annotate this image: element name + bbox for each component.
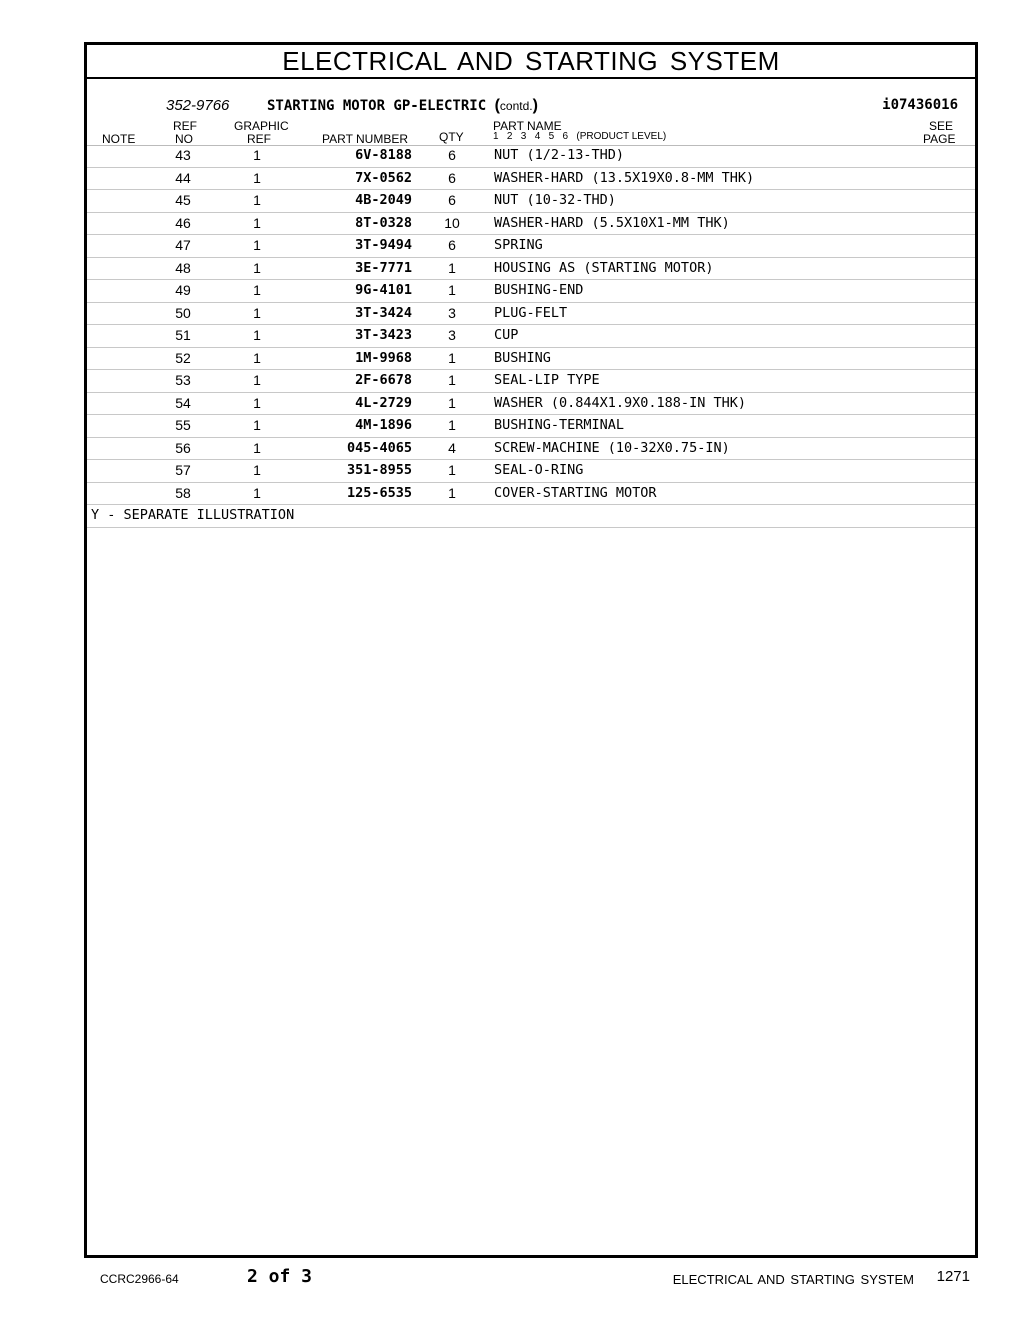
table-row (87, 303, 975, 326)
page-footer (0, 1264, 1020, 1294)
part-name: BUSHING-TERMINAL (494, 417, 625, 433)
contd-label: contd. (499, 99, 533, 113)
group-name (267, 97, 538, 115)
qty: 1 (448, 394, 456, 411)
ref-no: 50 (175, 304, 191, 321)
ref-no: 53 (175, 372, 191, 388)
table-row (87, 438, 975, 461)
graphic-ref: 1 (253, 394, 261, 411)
table-row (87, 258, 975, 281)
graphic-ref: 1 (253, 282, 261, 298)
close-paren: ) (532, 97, 538, 114)
part-name: WASHER-HARD (5.5X10X1-MM THK) (494, 214, 730, 231)
column-headers (87, 119, 975, 146)
table-row (87, 235, 975, 258)
page-frame (84, 42, 978, 1258)
header-graphic-bottom: REF (247, 132, 271, 146)
ref-no: 57 (175, 462, 191, 478)
part-number: 4L-2729 (355, 394, 412, 411)
qty: 1 (448, 484, 456, 501)
part-number: 6V-8188 (355, 147, 412, 163)
header-ref-top: REF (173, 119, 197, 133)
header-note: NOTE (102, 132, 136, 146)
graphic-ref: 1 (253, 372, 261, 388)
graphic-ref: 1 (253, 304, 261, 321)
page-of: 2 of 3 (247, 1266, 313, 1287)
table-row (87, 415, 975, 438)
qty: 1 (448, 259, 456, 276)
group-number: 352-9766 (166, 97, 230, 114)
part-name: PLUG-FELT (494, 304, 568, 321)
graphic-ref: 1 (253, 237, 261, 253)
ref-no: 58 (175, 484, 191, 501)
qty: 1 (448, 349, 456, 366)
part-number: 3T-3423 (355, 327, 412, 343)
qty: 6 (448, 169, 456, 186)
part-name: NUT (10-32-THD) (494, 192, 616, 208)
graphic-ref: 1 (253, 327, 261, 343)
part-number: 3E-7771 (355, 259, 412, 276)
graphic-ref: 1 (253, 417, 261, 433)
ref-no: 56 (175, 439, 191, 456)
ref-no: 49 (175, 282, 191, 298)
part-number: 3T-3424 (355, 304, 412, 321)
part-number: 9G-4101 (355, 282, 412, 298)
qty: 3 (448, 304, 456, 321)
part-number: 1M-9968 (355, 349, 412, 366)
doc-code: CCRC2966-64 (100, 1272, 179, 1286)
qty: 4 (448, 439, 456, 456)
ref-no: 54 (175, 394, 191, 411)
graphic-ref: 1 (253, 259, 261, 276)
header-part-number: PART NUMBER (322, 132, 409, 146)
header-ref-bottom: NO (175, 132, 193, 146)
part-name: WASHER (0.844X1.9X0.188-IN THK) (494, 394, 746, 411)
table-row (87, 325, 975, 348)
graphic-ref: 1 (253, 147, 261, 163)
part-name: SCREW-MACHINE (10-32X0.75-IN) (494, 439, 730, 456)
qty: 6 (448, 237, 456, 253)
qty: 1 (448, 462, 456, 478)
graphic-ref: 1 (253, 192, 261, 208)
table-row (87, 190, 975, 213)
part-name: WASHER-HARD (13.5X19X0.8-MM THK) (494, 169, 755, 186)
qty: 3 (448, 327, 456, 343)
header-see-top: SEE (929, 119, 954, 133)
part-name: SPRING (494, 237, 543, 253)
ref-no: 45 (175, 192, 191, 208)
part-name: SEAL-LIP TYPE (494, 372, 600, 388)
ref-no: 43 (175, 147, 191, 163)
part-number: 045-4065 (346, 439, 412, 456)
header-qty: QTY (439, 130, 464, 144)
part-number: 8T-0328 (355, 214, 412, 231)
part-number: 2F-6678 (355, 372, 412, 388)
table-row (87, 348, 975, 371)
graphic-ref: 1 (253, 214, 261, 231)
qty: 1 (448, 282, 456, 298)
graphic-ref: 1 (253, 484, 261, 501)
ref-no: 48 (175, 259, 191, 276)
parts-list (87, 145, 975, 528)
ref-no: 55 (175, 417, 191, 433)
section-title: ELECTRICAL AND STARTING SYSTEM (87, 45, 975, 79)
header-product-levels: 1 2 3 4 5 6 (PRODUCT LEVEL) (493, 131, 667, 142)
ref-no: 52 (175, 349, 191, 366)
ref-no: 47 (175, 237, 191, 253)
part-number: 125-6535 (346, 484, 412, 501)
footnote: Y - SEPARATE ILLUSTRATION (91, 507, 295, 523)
part-number: 3T-9494 (355, 237, 412, 253)
header-graphic-top: GRAPHIC (234, 119, 289, 133)
part-name: SEAL-O-RING (494, 462, 584, 478)
header-part-name: PART NAME (493, 119, 562, 133)
part-name: BUSHING (494, 349, 551, 366)
group-id: i07436016 (882, 97, 958, 113)
table-row (87, 370, 975, 393)
graphic-ref: 1 (253, 169, 261, 186)
ref-no: 46 (175, 214, 191, 231)
graphic-ref: 1 (253, 462, 261, 478)
part-number: 351-8955 (346, 462, 412, 478)
part-name: HOUSING AS (STARTING MOTOR) (494, 259, 714, 276)
table-row (87, 168, 975, 191)
part-number: 4B-2049 (355, 192, 412, 208)
header-see-bottom: PAGE (923, 132, 956, 146)
ref-no: 51 (175, 327, 191, 343)
page-number: 1271 (936, 1268, 970, 1285)
graphic-ref: 1 (253, 439, 261, 456)
footnote-row (87, 505, 975, 528)
qty: 6 (448, 147, 456, 163)
part-name: BUSHING-END (494, 282, 584, 298)
table-row (87, 393, 975, 416)
table-row (87, 213, 975, 236)
footer-section: ELECTRICAL AND STARTING SYSTEM (672, 1272, 914, 1287)
qty: 1 (448, 417, 456, 433)
table-row (87, 145, 975, 168)
table-row (87, 280, 975, 303)
table-row (87, 483, 975, 506)
graphic-ref: 1 (253, 349, 261, 366)
table-row (87, 460, 975, 483)
ref-no: 44 (175, 169, 191, 186)
qty: 6 (448, 192, 456, 208)
part-name: CUP (494, 327, 519, 343)
part-number: 7X-0562 (355, 169, 412, 186)
part-name: NUT (1/2-13-THD) (494, 147, 625, 163)
part-name: COVER-STARTING MOTOR (494, 484, 657, 501)
qty: 10 (444, 214, 460, 231)
open-paren: ( (494, 97, 500, 114)
group-header (87, 97, 975, 117)
qty: 1 (448, 372, 456, 388)
part-number: 4M-1896 (355, 417, 412, 433)
group-name-text: STARTING MOTOR GP-ELECTRIC (267, 98, 487, 114)
